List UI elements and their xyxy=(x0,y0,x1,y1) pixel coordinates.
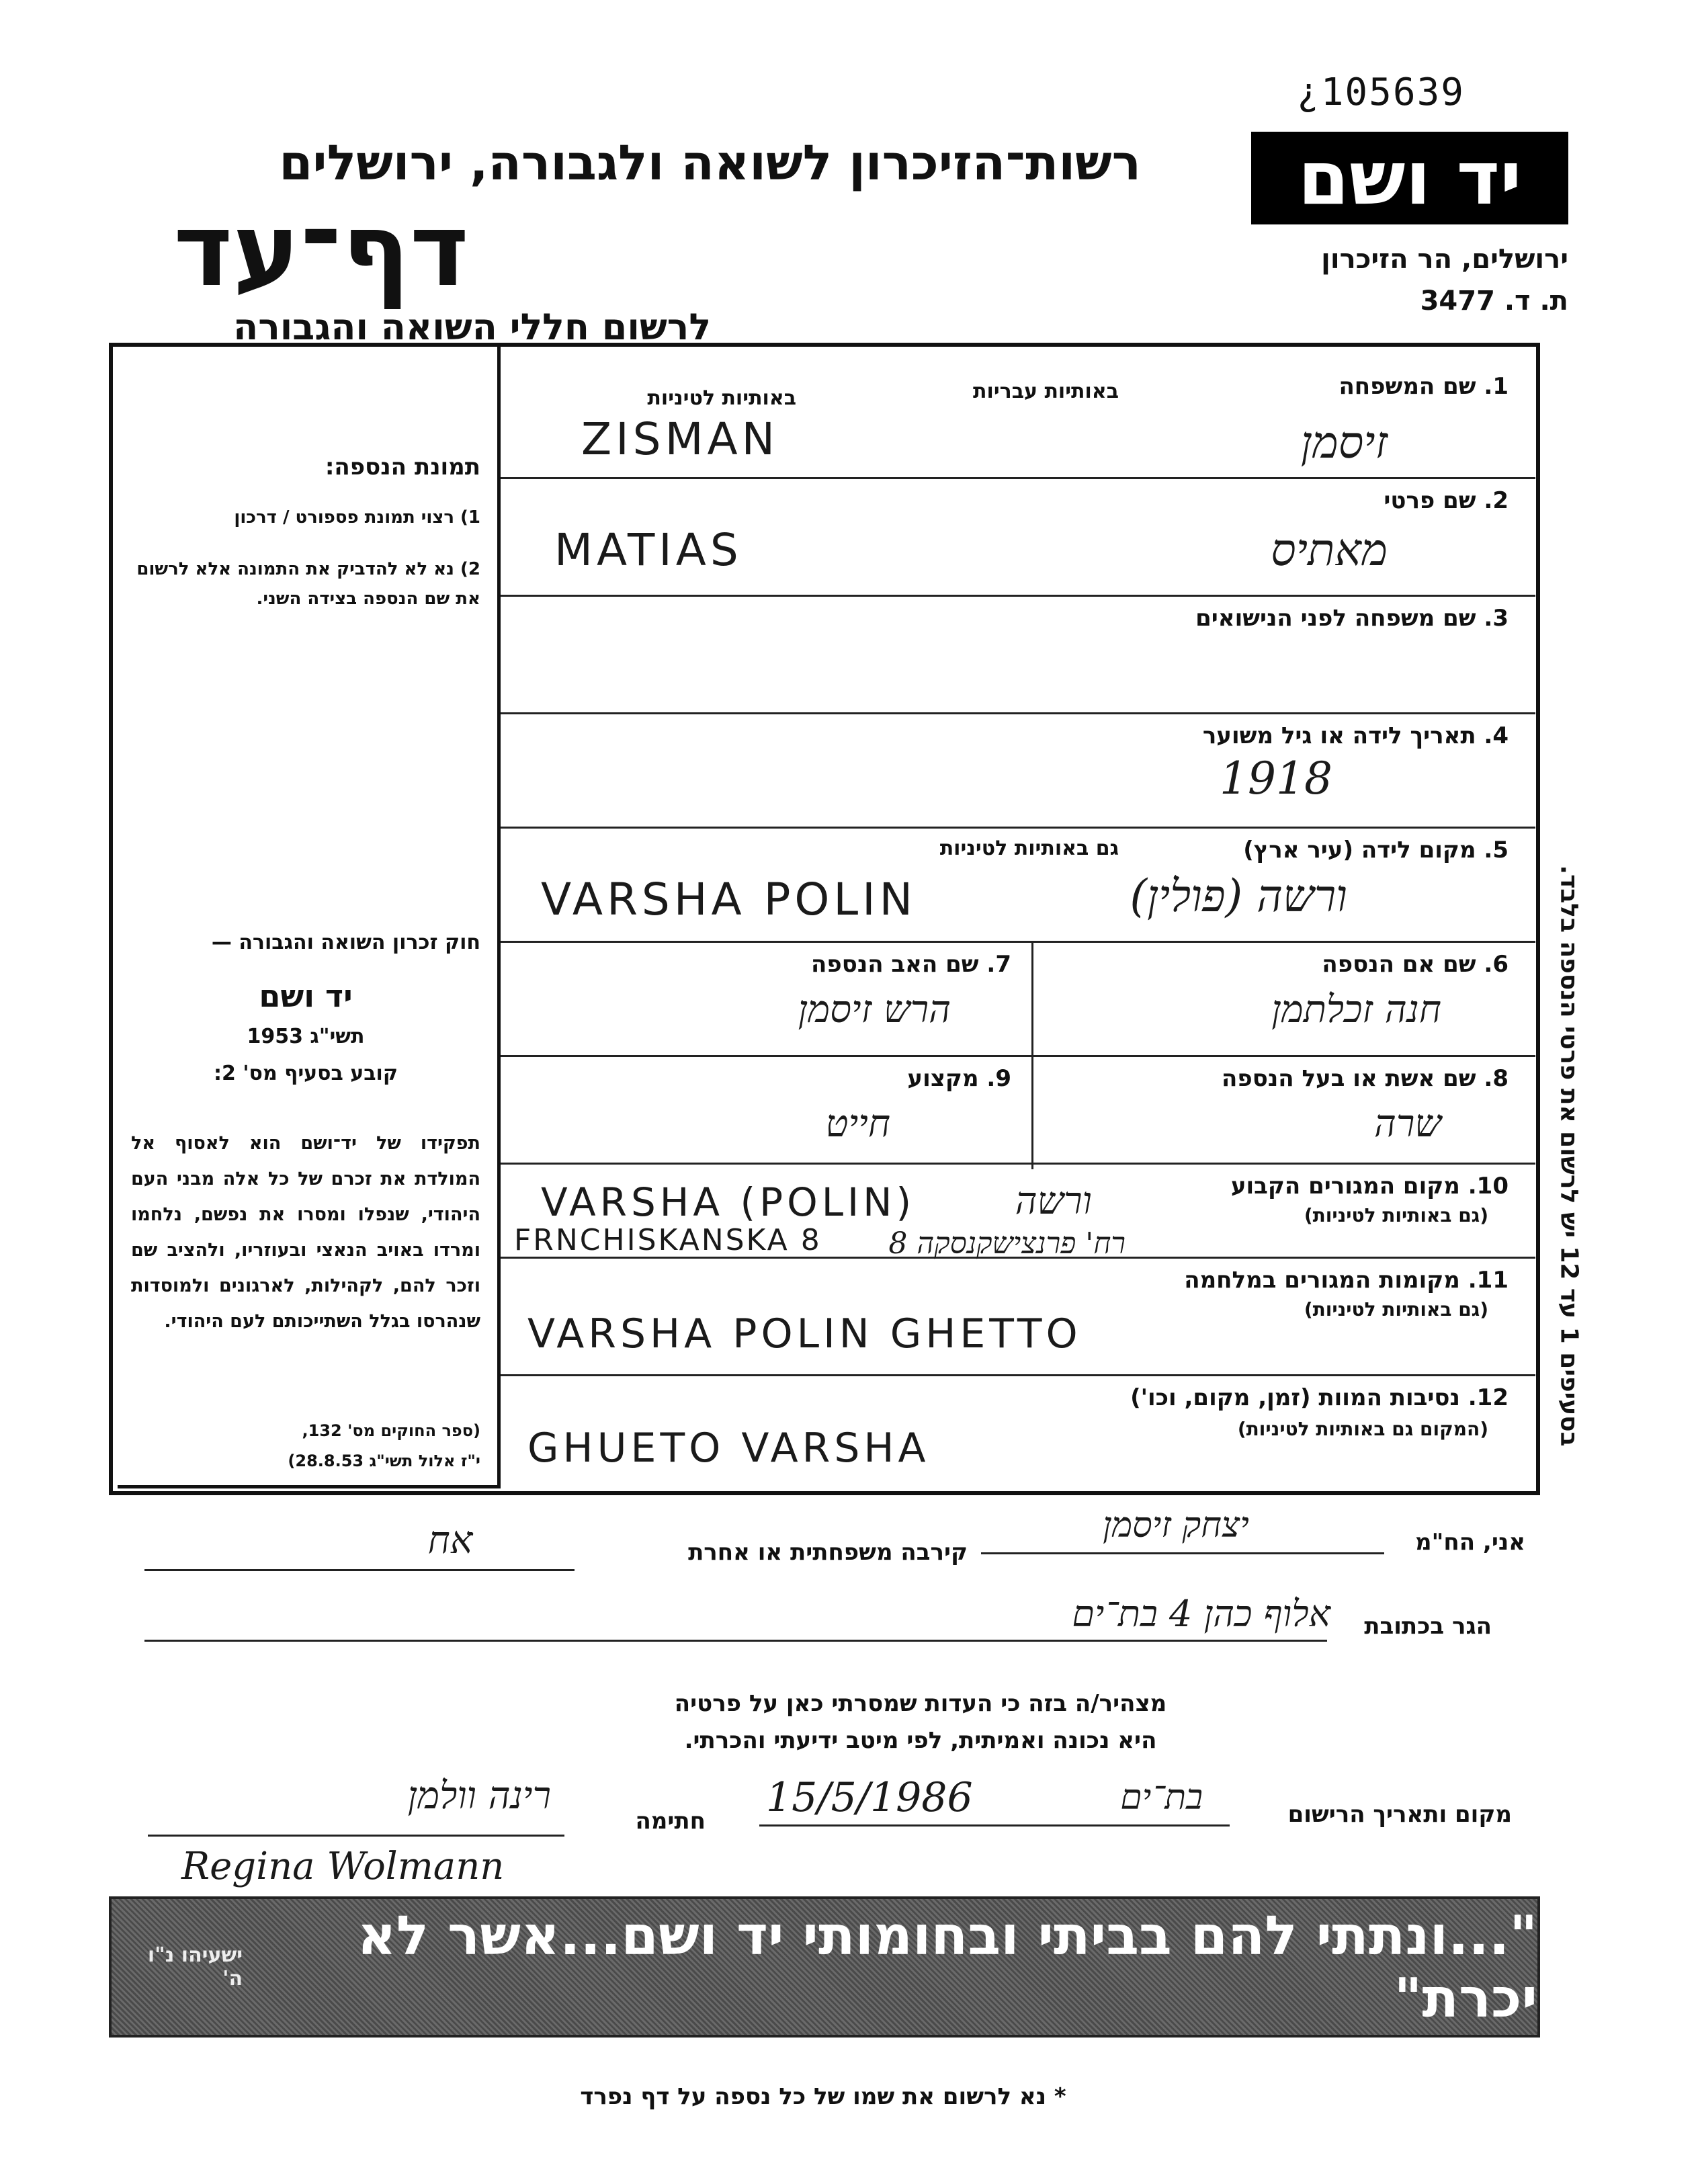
statement-line-2: היא נכונה ואמיתית, לפי מיטב ידיעתי והכרתי. xyxy=(684,1727,1157,1754)
column-hebrew-heading: באותיות עבריות xyxy=(973,380,1119,403)
field-4-label: 4. תאריך לידה או גיל משוער xyxy=(1202,722,1509,749)
relation-line xyxy=(144,1569,575,1571)
field-11-value: VARSHA POLIN GHETTO xyxy=(527,1310,1082,1357)
field-divider xyxy=(501,1055,1535,1057)
field-divider xyxy=(501,477,1535,479)
declarant-line xyxy=(981,1552,1384,1554)
field-divider xyxy=(501,1163,1535,1165)
field-5-latin-value: VARSHA POLIN xyxy=(541,874,917,925)
organization-name: רשות־הזיכרון לשואה ולגבורה, ירושלים xyxy=(279,134,1141,191)
signature-line xyxy=(148,1835,564,1837)
photo-note-2: 2) נא לא להדביק את התמונה אלא לרשום את שם הנספה בצידה השני. xyxy=(136,559,480,609)
place-date-line xyxy=(759,1824,1230,1826)
signature-hebrew: רינה וולמן xyxy=(407,1774,551,1818)
quote-banner xyxy=(109,1896,1540,2038)
field-6-value: חנה זכלתמן xyxy=(1271,988,1441,1032)
form-subtitle: לרשום חללי השואה והגבורה xyxy=(233,306,711,348)
logo-address-line1: ירושלים, הר הזיכרון xyxy=(1321,244,1568,275)
photo-note-1: 1) רצוי תמונת פספורט / דרכון xyxy=(234,507,480,528)
place-value: בת־ים xyxy=(1120,1777,1203,1818)
address-label: הגר בכתובת xyxy=(1364,1613,1492,1640)
address-value: אלוף כהן 4 בת־ים xyxy=(1072,1593,1330,1635)
field-divider xyxy=(501,595,1535,597)
yad-vashem-logo: יד ושם xyxy=(1251,132,1568,224)
field-1-hebrew-value: זיסמן xyxy=(1300,417,1388,468)
law-text: תפקידו של יד־ושם הוא לאסוף אל המולדת את זכרם של כל אלה מבני העם היהודי, שנפלו ומסרו את נפשם, נלחמו ומרדו באויב הנאצי ובעוזריו, ולהציב שם וזכר להם, לקהילות, לארגונים ולמוסדות שנהרסו בגלל השתייכותם לעם היהודי. xyxy=(131,1133,480,1332)
banner-reference: ישעיהו נ"ו ה' xyxy=(147,1943,243,1990)
field-1-latin-value: ZISMAN xyxy=(581,413,779,465)
banner-quote: "...ונתתי להם בביתי ובחומותי יד ושם...אשר לא יכרת" xyxy=(357,1904,1537,2029)
field-11-label: 11. מקומות המגורים במלחמה xyxy=(1184,1267,1509,1294)
field-3-label: 3. שם משפחה לפני הנישואים xyxy=(1195,605,1509,632)
relation-label: קירבה משפחתית או אחרת xyxy=(688,1539,968,1566)
field-9-value: חייט xyxy=(825,1102,890,1146)
column-divider xyxy=(1031,941,1033,1169)
form-title: דף־עד xyxy=(173,192,469,309)
law-section: קובע בסעיף מס' 2: xyxy=(214,1062,398,1085)
field-divider xyxy=(501,941,1535,943)
law-reference-1: (ספר החוקים מס' 132, xyxy=(302,1421,480,1440)
field-10-note: (גם באותיות לטיניות) xyxy=(1304,1204,1488,1226)
field-2-label: 2. שם פרטי xyxy=(1384,487,1509,514)
field-divider xyxy=(501,1374,1535,1376)
field-10-label: 10. מקום המגורים הקבוע xyxy=(1230,1173,1509,1200)
field-10-latin-value-1: VARSHA (POLIN) xyxy=(541,1179,916,1225)
logo-address xyxy=(1251,239,1568,322)
field-7-label: 7. שם האב הנספה xyxy=(811,951,1011,978)
field-11-note: (גם באותיות לטיניות) xyxy=(1304,1298,1488,1320)
field-2-hebrew-value: מאתיס xyxy=(1271,524,1388,576)
law-name: יד ושם xyxy=(259,978,353,1014)
field-5-latin-note: גם באותיות לטיניות xyxy=(939,837,1119,860)
law-title: חוק זכרון השואה והגבורה — xyxy=(211,931,480,954)
field-10-latin-value-2: FRNCHISKANSKA 8 xyxy=(514,1223,822,1257)
relation-value: אח xyxy=(427,1519,473,1562)
field-10-hebrew-value-2: רח' פרנצישקנסקה 8 xyxy=(888,1226,1126,1261)
field-12-value: GHUETO VARSHA xyxy=(527,1425,930,1472)
field-6-label: 6. שם אם הנספה xyxy=(1322,951,1509,978)
signature-latin: Regina Wolmann xyxy=(181,1845,505,1888)
field-12-note: (המקום גם באותיות לטיניות) xyxy=(1237,1418,1488,1440)
logo-address-line2: ת. ד. 3477 xyxy=(1420,286,1568,317)
footnote: * נא לרשום את שמו של כל נספה על דף נפרד xyxy=(580,2083,1066,2110)
statement-line-1: מצהיר/ה בזה כי העדות שמסרתי כאן על פרטיה xyxy=(674,1690,1167,1717)
law-year: תשי"ג 1953 xyxy=(247,1025,365,1048)
field-divider xyxy=(501,712,1535,714)
field-4-value: 1918 xyxy=(1220,753,1332,804)
fields-area xyxy=(501,349,1535,1492)
law-reference-2: י"ז אלול תשי"ג 28.8.53) xyxy=(288,1452,480,1470)
field-5-hebrew-value: ורשה (פולין) xyxy=(1130,870,1347,922)
left-panel xyxy=(118,346,501,1488)
date-value: 15/5/1986 xyxy=(766,1774,973,1821)
address-line xyxy=(144,1640,1327,1642)
field-8-label: 8. שם אשת או בעל הנספה xyxy=(1222,1065,1509,1092)
field-10-hebrew-value-1: ורשה xyxy=(1015,1179,1092,1223)
declarant-label: אני, הח"מ xyxy=(1415,1529,1525,1556)
field-1-label: 1. שם המשפחה xyxy=(1339,373,1509,400)
side-note-text: בסעיפים 1 עד 12 יש לרשום את פרטי הנספה בלבד. xyxy=(1555,865,1583,1447)
field-7-value: הרש זיסמן xyxy=(798,988,951,1032)
field-2-latin-value: MATIAS xyxy=(554,524,742,576)
field-divider xyxy=(501,827,1535,829)
photo-title: תמונת הנספה: xyxy=(325,454,480,480)
field-8-value: שרה xyxy=(1374,1102,1441,1146)
declarant-value: יצחק זיסמן xyxy=(1103,1505,1249,1546)
field-12-label: 12. נסיבות המוות (זמן, מקום, וכו') xyxy=(1130,1384,1509,1411)
document-number: ¿105639 xyxy=(1297,71,1466,114)
signature-label: חתימה xyxy=(635,1808,706,1835)
place-date-label: מקום ותאריך הרישום xyxy=(1287,1801,1512,1828)
field-5-label: 5. מקום לידה (עיר ארץ) xyxy=(1243,837,1509,864)
side-note xyxy=(1545,732,1593,1579)
column-latin-heading: באותיות לטיניות xyxy=(647,386,796,410)
field-9-label: 9. מקצוע xyxy=(907,1065,1011,1092)
